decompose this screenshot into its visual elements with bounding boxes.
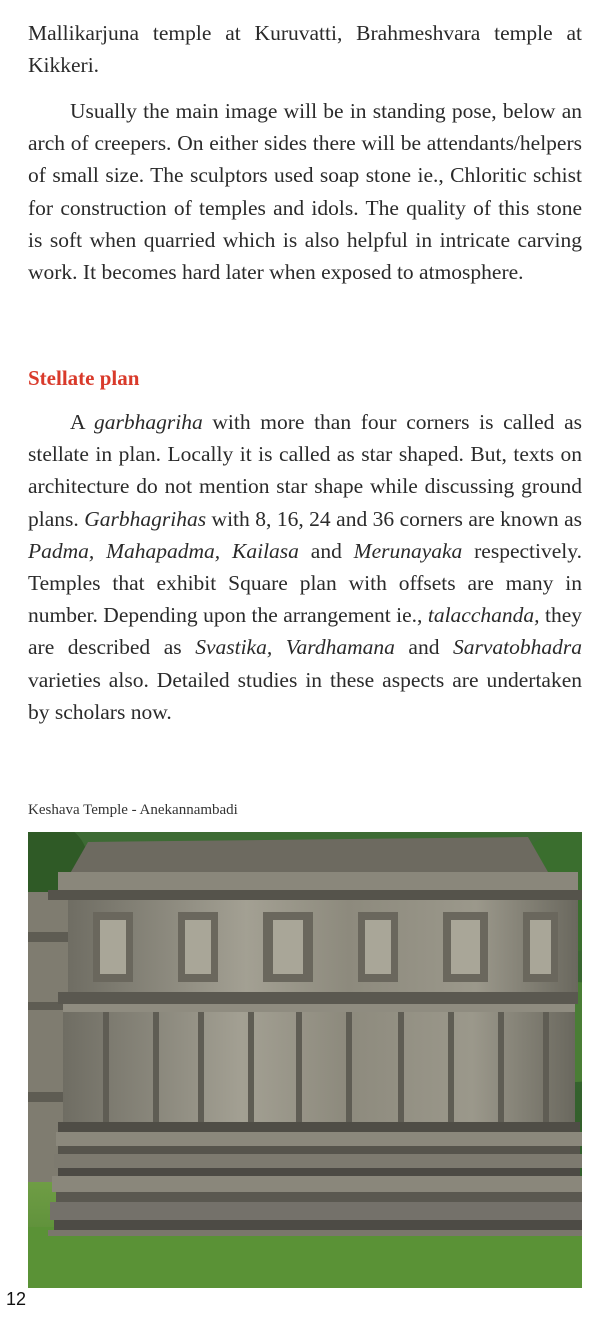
text-run: with more than four corners is called as stellate in plan. Locally it is called as star shaped. But, texts on architecture do not mention star shape while discussing ground plans. [28, 410, 582, 531]
paragraph-continued: Mallikarjuna temple at Kuruvatti, Brahmeshvara temple at Kikkeri. [28, 21, 582, 78]
italic-term: talacchanda, [427, 603, 540, 628]
temple-photo [28, 832, 582, 1288]
text-run: they are described as [28, 603, 582, 660]
italic-term: Garbhagrihas [84, 506, 207, 531]
text-run: A [70, 410, 94, 434]
text-run: and [394, 635, 453, 660]
page-number: 12 [6, 1289, 27, 1309]
text-run: varieties also. Detailed studies in these aspects are undertaken by scholars now. [28, 667, 582, 724]
italic-term: Svastika, Vardhamana [195, 635, 395, 660]
paragraph-stellate-plan [28, 406, 582, 728]
italic-term: Sarvatobhadra [453, 635, 582, 660]
text-run: with 8, 16, 24 and 36 corners are known as [206, 506, 582, 531]
text-run: respectively. Temples that exhibit Square plan with offsets are many in number. Depending upon the arrangement ie., [28, 538, 582, 628]
paragraph-sculpture-material: Usually the main image will be in standing pose, below an arch of creepers. On either sides there will be attendants/helpers of small size. The sculptors used soap stone ie., Chloritic schist for construction of temples and idols. The quality of this stone is soft when quarried which is also helpful in intricate carving work. It becomes hard later when exposed to atmosphere. [28, 99, 582, 285]
figure-caption: Keshava Temple - Anekannambadi [28, 802, 238, 818]
italic-term: Merunayaka [353, 538, 463, 563]
section-heading: Stellate plan [28, 366, 140, 390]
text-run: and [298, 538, 354, 563]
italic-term: Padma, Mahapadma, Kailasa [28, 538, 299, 563]
italic-term: garbhagriha [94, 410, 203, 434]
